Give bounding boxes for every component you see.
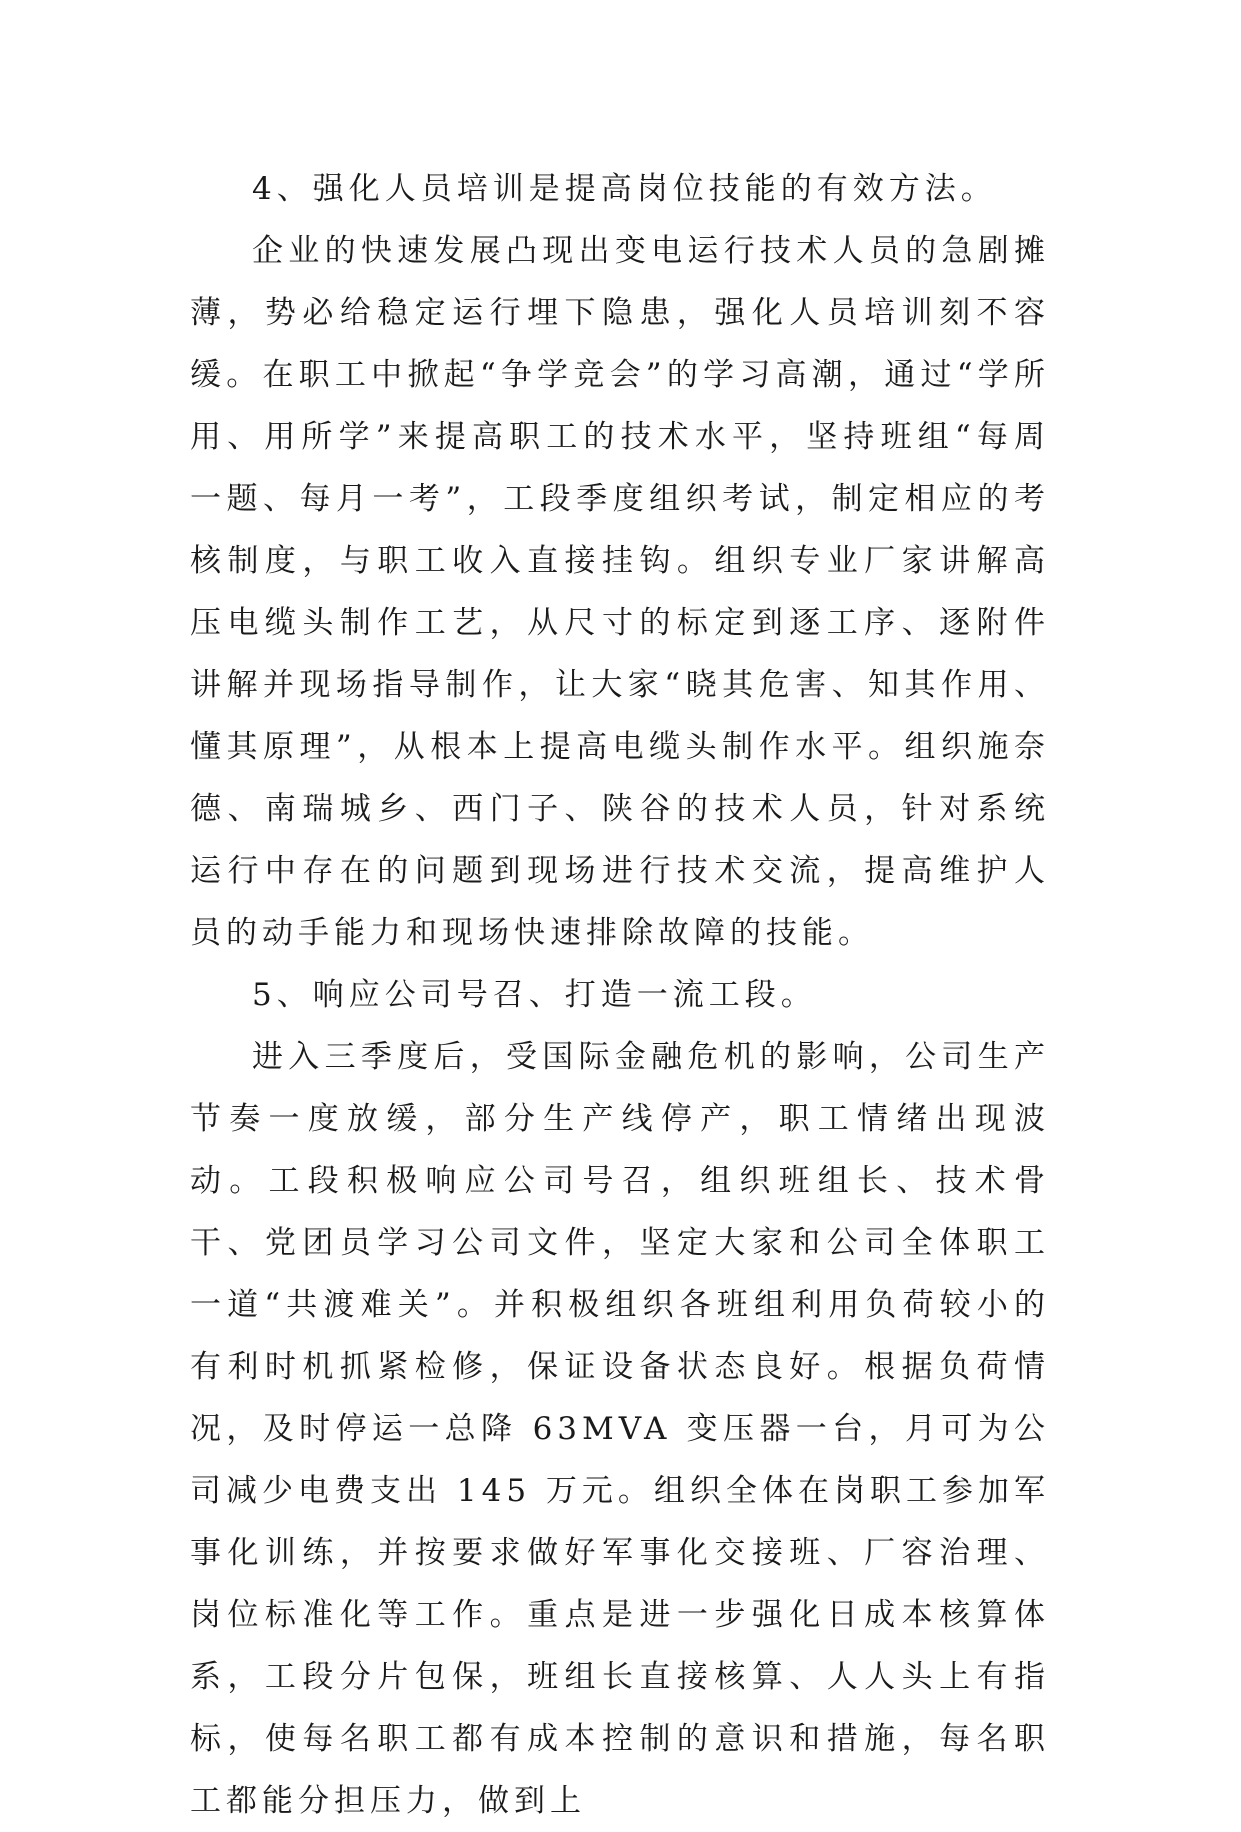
document-body — [190, 158, 1050, 1832]
section-heading-5: 5、响应公司号召、打造一流工段。 — [252, 977, 817, 1013]
section-heading-4: 4、强化人员培训是提高岗位技能的有效方法。 — [252, 171, 997, 207]
paragraph-response: 进入三季度后，受国际金融危机的影响，公司生产节奏一度放缓，部分生产线停产，职工情绪出现波动。工段积极响应公司号召，组织班组长、技术骨干、党团员学习公司文件，坚定大家和公司全体职工一道“共渡难关”。并积极组织各班组利用负荷较小的有利时机抓紧检修，保证设备状态良好。根据负荷情况，及时停运一总降 63MVA 变压器一台，月可为公司减少电费支出 145 万元。组织全体在岗职工参加军事化训练，并按要求做好军事化交接班、厂容治理、岗位标准化等工作。重点是进一步强化日成本核算体系，工段分片包保，班组长直接核算、人人头上有指标，使每名职工都有成本控制的意识和措施，每名职工都能分担压力，做到上 — [190, 1039, 1050, 1819]
paragraph-training: 企业的快速发展凸现出变电运行技术人员的急剧摊薄，势必给稳定运行埋下隐患，强化人员培训刻不容缓。在职工中掀起“争学竞会”的学习高潮，通过“学所用、用所学”来提高职工的技术水平，坚持班组“每周一题、每月一考”，工段季度组织考试，制定相应的考核制度，与职工收入直接挂钩。组织专业厂家讲解高压电缆头制作工艺，从尺寸的标定到逐工序、逐附件讲解并现场指导制作，让大家“晓其危害、知其作用、懂其原理”，从根本上提高电缆头制作水平。组织施奈德、南瑞城乡、西门子、陕谷的技术人员，针对系统运行中存在的问题到现场进行技术交流，提高维护人员的动手能力和现场快速排除故障的技能。 — [190, 233, 1050, 951]
